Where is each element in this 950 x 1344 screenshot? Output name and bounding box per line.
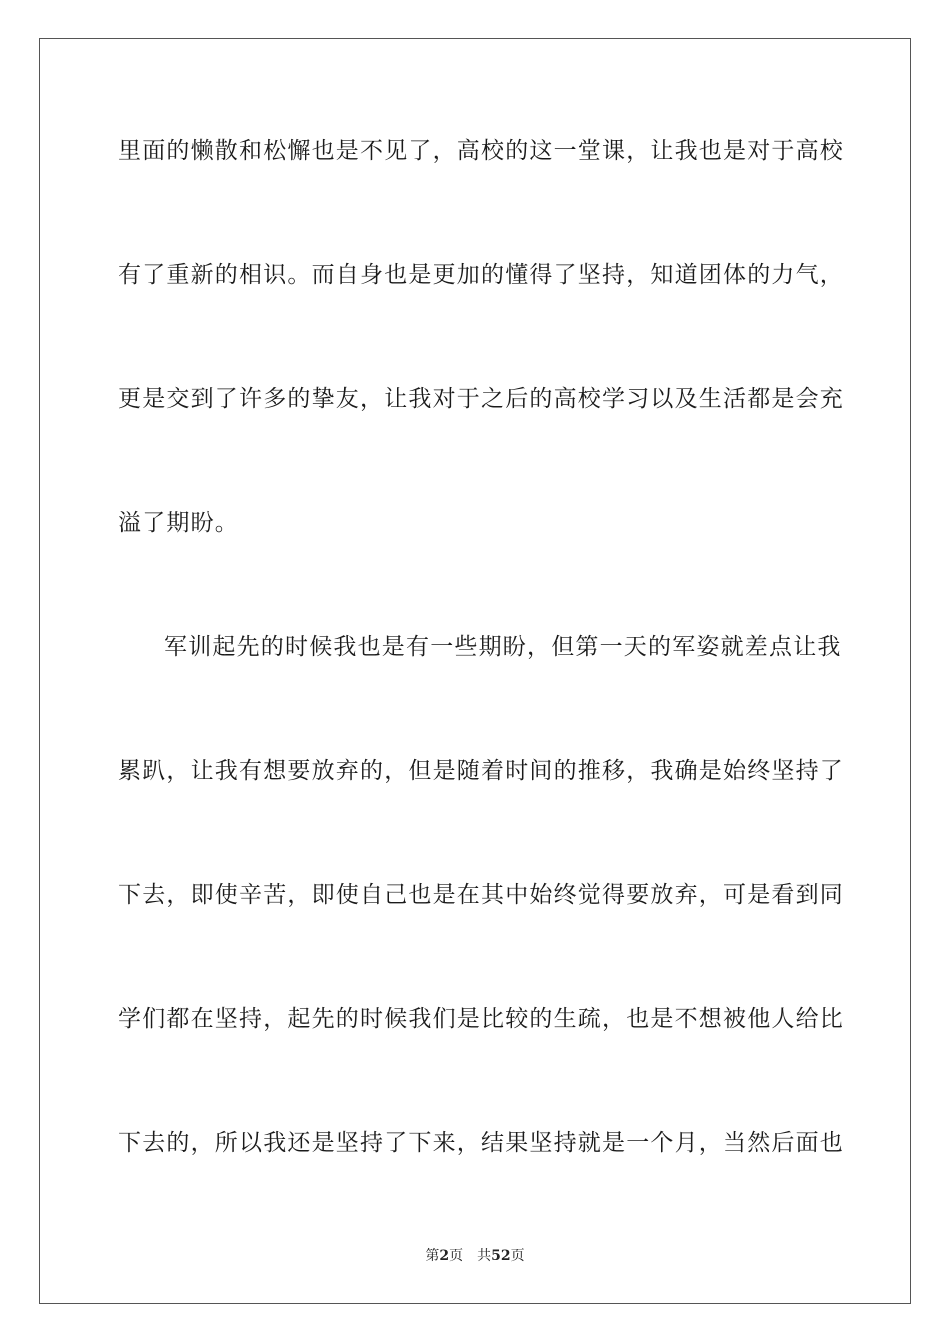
paragraph-line-6: 累趴，让我有想要放弃的，但是随着时间的推移，我确是始终坚持了 <box>118 758 844 784</box>
paragraph-line-5: 军训起先的时候我也是有一些期盼，但第一天的军姿就差点让我 <box>164 634 842 660</box>
page-footer <box>0 1247 950 1265</box>
paragraph-line-3: 更是交到了许多的挚友，让我对于之后的高校学习以及生活都是会充 <box>118 386 844 412</box>
total-pages: 52 <box>491 1248 511 1264</box>
page-label-prefix: 第 <box>425 1248 440 1264</box>
paragraph-line-4: 溢了期盼。 <box>118 510 239 536</box>
total-label-suffix: 页 <box>510 1248 525 1264</box>
total-label-prefix: 共 <box>477 1248 492 1264</box>
page-border <box>39 38 911 1304</box>
paragraph-line-1: 里面的懒散和松懈也是不见了，高校的这一堂课，让我也是对于高校 <box>118 138 844 164</box>
paragraph-line-9: 下去的，所以我还是坚持了下来，结果坚持就是一个月，当然后面也 <box>118 1130 844 1156</box>
page-number: 2 <box>439 1248 450 1264</box>
paragraph-line-2: 有了重新的相识。而自身也是更加的懂得了坚持，知道团体的力气， <box>118 262 844 288</box>
paragraph-line-7: 下去，即使辛苦，即使自己也是在其中始终觉得要放弃，可是看到同 <box>118 882 844 908</box>
paragraph-line-8: 学们都在坚持，起先的时候我们是比较的生疏，也是不想被他人给比 <box>118 1006 844 1032</box>
page-label-suffix: 页 <box>449 1248 464 1264</box>
